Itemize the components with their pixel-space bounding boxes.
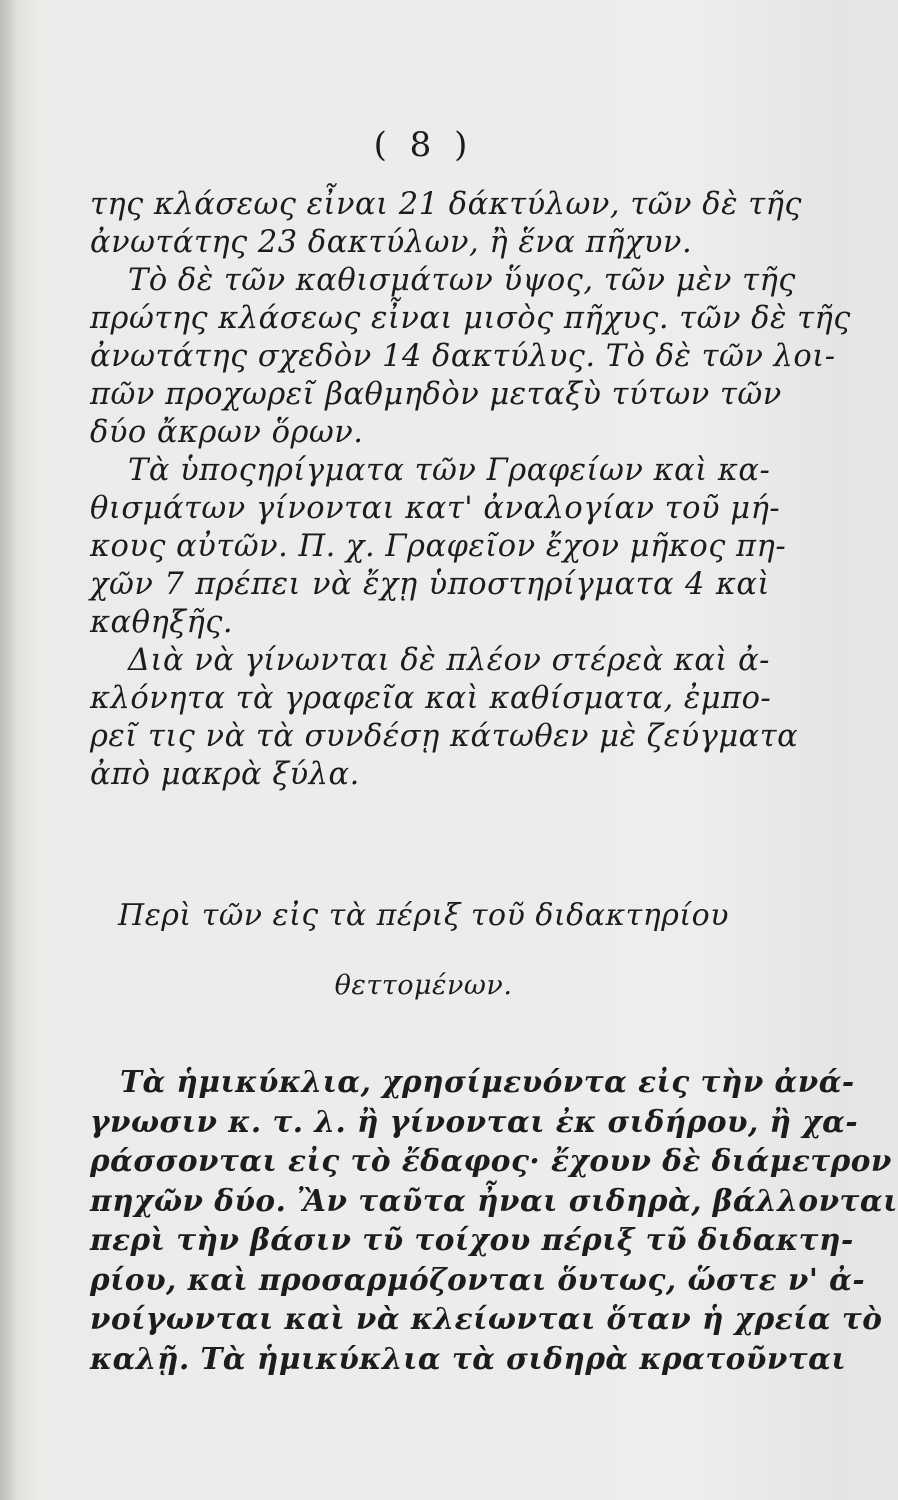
text-line: ἀνωτάτης 23 δακτύλων, ἢ ἕνα πῆχυν. <box>90 225 693 260</box>
text-line: ἀπὸ μακρὰ ξύλα. <box>90 757 360 792</box>
text-line: πρώτης κλάσεως εἶναι μισὸς πῆχυς. τῶν δὲ τῆς <box>90 301 851 336</box>
text-line: Τὰ ἡμικύκλια, χρησίμευόντα εἰς τὴν ἀνά- <box>120 1064 855 1099</box>
text-line: δύο ἄκρων ὅρων. <box>90 415 364 450</box>
text-line: της κλάσεως εἶναι 21 δάκτύλων, τῶν δὲ τῆς <box>90 187 802 222</box>
paragraph-block-1 <box>90 186 851 794</box>
text-line: πηχῶν δύο. Ἂν ταῦτα ἦναι σιδηρὰ, βάλλονται <box>90 1182 898 1218</box>
text-line: Τὰ ὑποςηρίγματα τῶν Γραφείων καὶ κα- <box>128 453 771 488</box>
page-edge-shadow <box>0 0 18 1500</box>
paragraph-block-2 <box>90 1062 898 1378</box>
text-line: γνωσιν κ. τ. λ. ἢ γίνονται ἐκ σιδήρου, ἢ χα- <box>90 1103 859 1139</box>
text-line: κους αὐτῶν. Π. χ. Γραφεῖον ἔχον μῆκος πη- <box>90 529 787 564</box>
text-line: θισμάτων γίνονται κατ' ἀναλογίαν τοῦ μή- <box>90 491 781 526</box>
text-line: Διὰ νὰ γίνωνται δὲ πλέον στέρεὰ καὶ ἀ- <box>128 643 770 678</box>
text-line: ρίου, καὶ προσαρμόζονται ὅυτως, ὥστε ν' ἀ- <box>90 1261 866 1297</box>
text-line: κλόνητα τὰ γραφεῖα καὶ καθίσματα, ἐμπο- <box>90 681 772 716</box>
section-heading-line-2: θεττομένων. <box>334 970 513 1001</box>
text-line: καλῇ. Τὰ ἡμικύκλια τὰ σιδηρὰ κρατοῦνται <box>90 1340 847 1376</box>
text-line: χῶν 7 πρέπει νὰ ἔχῃ ὑποστηρίγματα 4 καὶ <box>90 567 770 602</box>
text-line: ρεῖ τις νὰ τὰ συνδέσῃ κάτωθεν μὲ ζεύγματα <box>90 719 799 754</box>
text-line: περὶ τὴν βάσιν τῦ τοίχου πέριξ τῦ διδακτη- <box>90 1222 854 1257</box>
text-line: καθηξῆς. <box>90 605 234 640</box>
text-line: ἀνωτάτης σχεδὸν 14 δακτύλυς. Τὸ δὲ τῶν λοι- <box>90 339 836 374</box>
text-line: Τὸ δὲ τῶν καθισμάτων ὕψος, τῶν μὲν τῆς <box>128 263 796 298</box>
text-line: πῶν προχωρεῖ βαθμηδὸν μεταξὺ τύτων τῶν <box>90 377 782 412</box>
text-line: ράσσονται εἰς τὸ ἔδαφος· ἔχουν δὲ διάμετρον <box>90 1143 892 1178</box>
section-heading-line-1: Περὶ τῶν εἰς τὰ πέριξ τοῦ διδακτηρίου <box>118 898 729 933</box>
page-number: ( 8 ) <box>373 125 474 165</box>
text-line: νοίγωνται καὶ νὰ κλείωνται ὅταν ἡ χρεία τὸ <box>90 1301 883 1336</box>
